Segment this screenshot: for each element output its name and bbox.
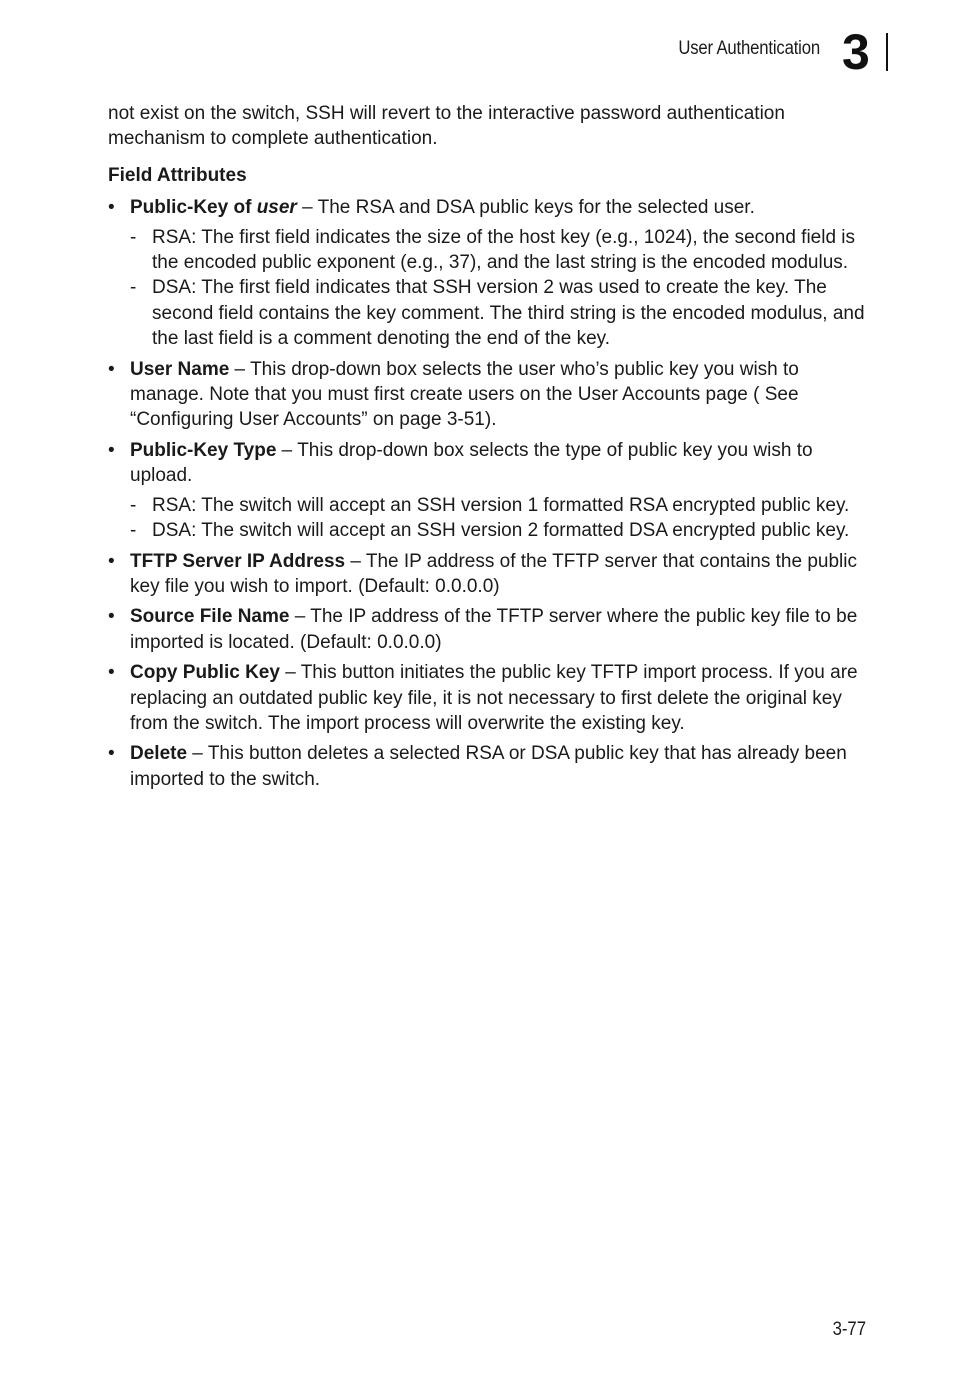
list-item-tftp-server: [108, 549, 868, 600]
sublist-item: - RSA: The switch will accept an SSH version 1 formatted RSA encrypted public key.: [130, 493, 868, 518]
sublist-public-key-type: [130, 493, 868, 544]
term-public-key-user: user: [256, 197, 297, 219]
list-item-public-key: [108, 195, 868, 351]
term-public-key: Public-Key of: [130, 197, 257, 219]
sublist-public-key: [130, 225, 868, 352]
term-copy-public-key: Copy Public Key: [130, 662, 280, 684]
description-delete: – This button deletes a selected RSA or DSA public key that has already been imported to the switch.: [130, 743, 847, 790]
intro-paragraph: not exist on the switch, SSH will revert to the interactive password authentication mechanism to complete authentication.: [108, 103, 785, 150]
term-delete: Delete: [130, 743, 188, 765]
term-public-key-type: Public-Key Type: [130, 439, 277, 461]
sublist-item: - RSA: The first field indicates the size of the host key (e.g., 1024), the second field is the encoded public exponent (e.g., 37), and the last string is the encoded modulus.: [130, 225, 868, 276]
main-content: [108, 101, 868, 797]
term-user-name: User Name: [130, 358, 230, 380]
term-source-file: Source File Name: [130, 606, 290, 628]
chapter-number: 3: [842, 24, 870, 80]
list-item-public-key-type: [108, 438, 868, 544]
field-attributes-list: [108, 195, 868, 792]
header-section-title: User Authentication: [678, 38, 820, 59]
description-public-key: – The RSA and DSA public keys for the selected user.: [296, 197, 755, 219]
description-public-key-type: – This drop-down box selects the type of public key you wish to upload.: [130, 439, 813, 487]
list-item-copy-public-key: [108, 660, 868, 736]
section-heading: Field Attributes: [108, 164, 247, 186]
term-tftp-server: TFTP Server IP Address: [130, 550, 346, 572]
page-number: 3-77: [832, 1319, 866, 1340]
description-source-file: – The IP address of the TFTP server where the public key file to be imported is located. (Default: 0.0.0.0): [130, 606, 858, 653]
description-user-name: – This drop-down box selects the user who’s public key you wish to manage. Note that you must first create users on the User Accounts page ( See “Configuring User Accounts” on page 3-51).: [130, 358, 799, 431]
sublist-item: - DSA: The first field indicates that SSH version 2 was used to create the key. The second field contains the key comment. The third string is the encoded modulus, and the last field is a comment denoting the end of the key.: [130, 275, 868, 351]
list-item-user-name: [108, 357, 868, 433]
description-copy-public-key: – This button initiates the public key TFTP import process. If you are replacing an outdated public key file, it is not necessary to first delete the original key from the switch. The import process will overwrite the existing key.: [130, 662, 858, 734]
list-item-delete: [108, 741, 868, 792]
description-tftp-server: – The IP address of the TFTP server that contains the public key file you wish to import. (Default: 0.0.0.0): [130, 550, 857, 597]
sublist-item: - DSA: The switch will accept an SSH version 2 formatted DSA encrypted public key.: [130, 518, 868, 543]
list-item-source-file: [108, 604, 868, 655]
chapter-divider: [886, 33, 888, 71]
